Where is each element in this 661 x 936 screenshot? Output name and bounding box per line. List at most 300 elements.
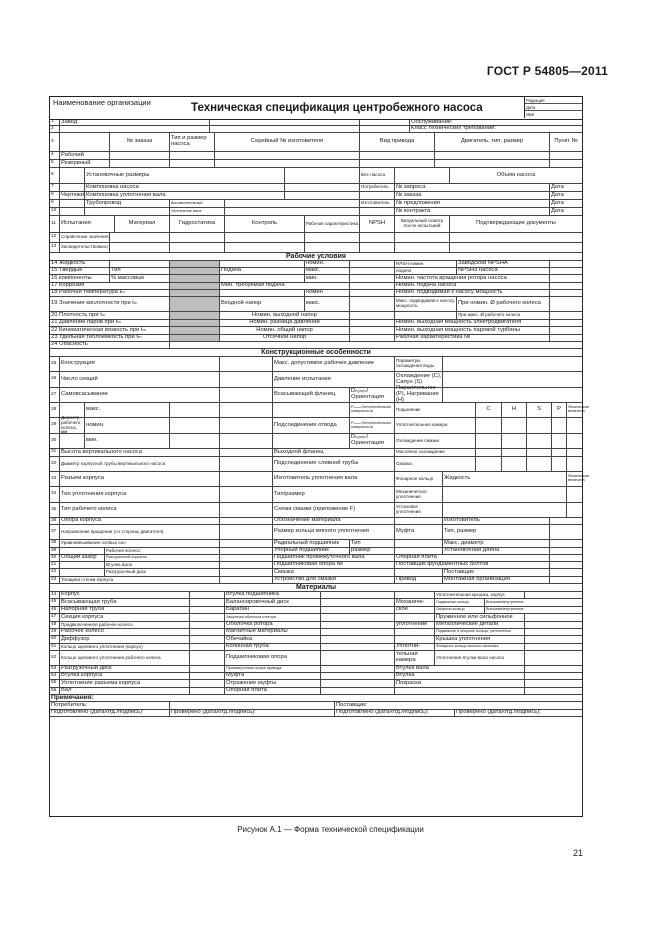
form-cell: Тип — [110, 268, 170, 274]
form-row — [50, 673, 582, 680]
form-field[interactable] — [220, 434, 273, 448]
form-cell: Втулка вала — [395, 666, 525, 672]
form-field[interactable] — [321, 607, 395, 613]
form-field[interactable] — [220, 449, 273, 456]
form-cell: Резервный — [60, 160, 110, 167]
form-cell: Дата — [551, 199, 564, 206]
form-field[interactable] — [550, 525, 582, 539]
form-field[interactable] — [170, 312, 220, 319]
form-field[interactable] — [321, 599, 395, 606]
form-field[interactable] — [550, 283, 582, 289]
form-field[interactable] — [321, 644, 395, 650]
form-field[interactable] — [350, 275, 395, 282]
form-cell: Уплотни- — [395, 644, 435, 650]
form-field[interactable] — [321, 629, 395, 635]
form-cell: Толщина стенки корпуса — [60, 577, 220, 583]
form-field[interactable] — [567, 449, 582, 456]
form-field[interactable] — [552, 449, 567, 456]
form-cell: 13 — [50, 243, 60, 252]
form-field[interactable] — [443, 388, 582, 402]
form-row — [50, 357, 582, 372]
form-field[interactable] — [502, 457, 527, 471]
form-field[interactable] — [525, 592, 582, 598]
form-field[interactable] — [502, 434, 527, 448]
form-field[interactable] — [550, 261, 582, 267]
form-cell: ское — [395, 607, 435, 613]
form-field[interactable] — [190, 651, 225, 665]
form-field[interactable] — [550, 297, 582, 311]
form-field[interactable] — [443, 487, 567, 502]
form-cell: Кольцо щелевого уплотнения (корпус) — [60, 644, 190, 650]
form-cell: Поставщик — [443, 569, 550, 576]
form-cell: 1 — [50, 120, 60, 125]
form-field[interactable] — [476, 449, 502, 456]
form-row — [50, 688, 582, 695]
form-field[interactable] — [321, 614, 395, 621]
form-field[interactable] — [190, 666, 225, 672]
form-field[interactable] — [525, 688, 582, 694]
form-cell: 17 Коррозия — [50, 283, 170, 289]
form-cell: Давление испытания — [273, 372, 395, 387]
form-field[interactable] — [85, 208, 170, 215]
form-cell: 6 — [50, 168, 60, 183]
form-row — [50, 695, 582, 702]
form-cell: № заказа — [110, 133, 170, 151]
form-cell: Уплотнение разъема корпуса — [60, 680, 190, 687]
form-row — [50, 152, 582, 160]
form-field[interactable] — [60, 200, 85, 207]
form-cell: Устройство для смазки — [273, 577, 395, 583]
form-field[interactable] — [527, 434, 552, 448]
form-field[interactable] — [321, 622, 395, 628]
form-field[interactable] — [395, 312, 457, 319]
form-field[interactable] — [550, 312, 582, 319]
form-row — [50, 449, 582, 457]
form-field[interactable] — [525, 636, 582, 643]
form-cell: H — [502, 403, 527, 417]
form-cell: Промежуточная опора привода — [225, 666, 321, 672]
form-field[interactable] — [170, 268, 220, 274]
form-field[interactable] — [220, 418, 273, 433]
form-field[interactable] — [60, 569, 105, 576]
form-field[interactable] — [350, 297, 395, 311]
form-field[interactable] — [60, 133, 110, 151]
form-field[interactable] — [476, 418, 502, 433]
form-cell: 29 — [50, 418, 60, 433]
form-field[interactable] — [321, 688, 395, 694]
form-cell: Номин. выходной напор — [220, 312, 350, 319]
form-field[interactable] — [170, 327, 220, 334]
form-cell: Число секций — [60, 372, 220, 387]
form-cell: Металлические детали — [435, 622, 525, 628]
form-field[interactable] — [190, 614, 225, 621]
form-cell: 49 — [50, 629, 60, 635]
form-field[interactable] — [443, 372, 582, 387]
form-field[interactable] — [170, 403, 220, 417]
form-field[interactable] — [525, 622, 582, 628]
form-field[interactable] — [220, 275, 305, 282]
form-cell: макс. — [305, 268, 350, 274]
form-field[interactable] — [350, 283, 395, 289]
form-field[interactable] — [110, 233, 170, 242]
form-field[interactable] — [476, 434, 502, 448]
form-cell: Пункт № — [554, 138, 578, 145]
form-field[interactable] — [350, 320, 395, 326]
form-field[interactable] — [220, 569, 273, 576]
form-row — [50, 710, 582, 717]
form-field[interactable] — [170, 243, 225, 252]
form-field[interactable] — [273, 434, 350, 448]
form-field[interactable] — [350, 327, 395, 334]
form-field[interactable] — [350, 268, 395, 274]
form-field[interactable] — [360, 152, 435, 159]
form-row — [50, 297, 582, 312]
form-field[interactable] — [305, 243, 360, 252]
form-field[interactable] — [321, 592, 395, 598]
form-field[interactable] — [360, 126, 410, 132]
form-field[interactable] — [321, 651, 395, 665]
form-cell: Поставщик фундаментных болтов — [395, 562, 550, 568]
form-field[interactable] — [170, 261, 220, 267]
form-field[interactable] — [527, 457, 552, 471]
form-field[interactable] — [550, 320, 582, 326]
form-field[interactable] — [350, 261, 395, 267]
form-field[interactable] — [525, 666, 582, 672]
form-field[interactable] — [350, 335, 395, 341]
form-cell: Конструкция — [60, 357, 220, 371]
form-cell: макс. — [305, 297, 350, 311]
form-cell: Заводской NPSHA — [457, 261, 550, 267]
form-field[interactable] — [525, 673, 582, 679]
form-field[interactable] — [350, 312, 395, 319]
form-cell: Завод — [60, 120, 210, 125]
form-cell: Компоновка уплотнения вала — [85, 192, 285, 199]
form-field[interactable] — [550, 152, 582, 159]
form-row — [50, 342, 582, 349]
form-cell: Испытания — [60, 216, 115, 232]
form-field[interactable] — [395, 233, 450, 242]
form-field[interactable] — [450, 233, 582, 242]
form-cell: 22 Кинематическая вязкость при tₘ — [50, 327, 170, 334]
form-cell: Номин. подача насоса — [395, 283, 550, 289]
form-field[interactable] — [220, 555, 273, 561]
form-field[interactable] — [220, 562, 273, 568]
form-field[interactable] — [285, 184, 360, 191]
form-field[interactable] — [220, 525, 273, 539]
form-field[interactable] — [550, 577, 582, 583]
form-field[interactable] — [190, 636, 225, 643]
form-field[interactable] — [210, 126, 360, 132]
form-cell: Выходной фланец — [273, 449, 395, 456]
form-cell: Макс. допустимое рабочее давление — [273, 357, 395, 371]
form-field[interactable] — [170, 152, 215, 159]
form-field[interactable] — [567, 457, 582, 471]
form-field[interactable] — [170, 418, 220, 433]
form-row — [50, 168, 582, 184]
form-cell: Муфта — [395, 525, 443, 539]
form-field[interactable] — [60, 126, 210, 132]
form-field[interactable] — [350, 290, 395, 296]
form-field[interactable] — [550, 290, 582, 296]
form-field[interactable] — [360, 160, 435, 167]
form-field[interactable] — [321, 673, 395, 679]
form-field[interactable] — [285, 192, 360, 199]
form-field[interactable] — [395, 592, 435, 598]
form-field[interactable] — [220, 403, 273, 417]
form-field[interactable] — [321, 666, 395, 672]
form-field[interactable] — [170, 702, 335, 709]
form-field[interactable] — [190, 599, 225, 606]
form-field[interactable] — [110, 152, 170, 159]
form-field[interactable] — [220, 388, 273, 402]
form-cell: Дата — [551, 183, 564, 190]
form-field[interactable] — [225, 243, 305, 252]
form-field[interactable] — [60, 208, 85, 215]
form-field[interactable] — [215, 152, 360, 159]
form-row — [50, 403, 589, 418]
form-field[interactable] — [552, 418, 567, 433]
form-cell: Втулка — [395, 673, 525, 679]
form-field[interactable] — [527, 418, 552, 433]
form-cell: уплотнение — [395, 622, 435, 628]
form-field[interactable] — [170, 434, 220, 448]
form-field[interactable] — [190, 680, 225, 687]
form-cell: Dₙₒₘᵢₙ/Ориентация — [350, 434, 395, 448]
form-field[interactable] — [525, 644, 582, 650]
form-cell: Опорная плита — [225, 688, 321, 694]
form-field[interactable] — [550, 268, 582, 274]
form-field[interactable] — [550, 548, 582, 554]
form-cell: 16 компоненты — [50, 275, 110, 282]
form-cell: № заказа — [395, 192, 550, 199]
form-field[interactable] — [567, 487, 582, 502]
form-row — [50, 592, 582, 599]
form-field[interactable] — [395, 636, 435, 643]
form-field[interactable] — [321, 636, 395, 643]
form-field[interactable] — [225, 233, 305, 242]
form-cell: Фонарное кольцо — [395, 472, 443, 486]
form-row — [50, 275, 582, 283]
form-field[interactable] — [225, 208, 360, 215]
form-field[interactable] — [395, 518, 443, 524]
form-row — [50, 385, 582, 403]
form-field[interactable] — [210, 120, 360, 125]
form-cell: Уравновешивание осевых сил — [60, 540, 220, 547]
form-field[interactable] — [550, 327, 582, 334]
form-field[interactable] — [215, 160, 360, 167]
form-field[interactable] — [395, 614, 435, 621]
form-field[interactable] — [110, 243, 170, 252]
form-cell: Установка уплотнения — [395, 503, 443, 517]
form-field[interactable] — [170, 342, 582, 348]
form-field[interactable] — [567, 503, 582, 517]
form-field[interactable] — [220, 540, 273, 547]
form-field[interactable] — [220, 518, 273, 524]
form-field[interactable] — [60, 562, 105, 568]
form-row — [50, 487, 582, 503]
form-field[interactable] — [550, 555, 582, 561]
form-field[interactable] — [567, 434, 582, 448]
form-field[interactable] — [220, 372, 273, 387]
form-field[interactable] — [525, 680, 582, 687]
form-field[interactable] — [220, 577, 273, 583]
form-cell: Входной напор — [220, 297, 305, 311]
form-field[interactable] — [360, 120, 410, 125]
form-field[interactable] — [395, 243, 450, 252]
form-field[interactable] — [220, 290, 305, 296]
form-cell: Установочные размеры — [85, 168, 285, 183]
form-field[interactable] — [552, 434, 567, 448]
form-field[interactable] — [225, 200, 360, 207]
form-field[interactable] — [525, 629, 582, 635]
form-field[interactable] — [170, 290, 220, 296]
form-field[interactable] — [60, 168, 85, 183]
edition-name-label: Имя — [526, 112, 535, 117]
form-field[interactable] — [395, 569, 443, 576]
form-field[interactable] — [190, 592, 225, 598]
form-row — [50, 644, 582, 651]
form-field[interactable] — [550, 160, 582, 167]
form-cell: Объем насоса — [496, 171, 536, 178]
form-field[interactable] — [170, 297, 220, 311]
form-cell: Номин. подводимая к насосу мощность — [395, 290, 550, 296]
form-cell: 55 — [50, 680, 60, 687]
form-cell: Тип и размер насоса — [170, 133, 215, 151]
form-field[interactable] — [220, 457, 273, 471]
form-field[interactable] — [550, 518, 582, 524]
form-cell: Изготовитель — [360, 200, 395, 207]
form-field[interactable] — [395, 688, 525, 694]
form-field[interactable] — [170, 275, 220, 282]
form-cell: 21 Давление паров при tₘ — [50, 320, 170, 326]
form-cell: 24 Опасность — [50, 342, 170, 348]
form-cell: Колонная труба — [225, 644, 321, 650]
form-field[interactable] — [502, 449, 527, 456]
form-cell: Механическое уплотнение — [395, 487, 443, 502]
form-field[interactable] — [110, 160, 170, 167]
form-field[interactable] — [60, 184, 85, 191]
form-field[interactable] — [395, 168, 450, 183]
form-cell: Балансировочный диск — [225, 599, 321, 606]
form-field[interactable] — [305, 233, 360, 242]
form-row — [50, 629, 582, 636]
form-cell: Параметры охлаждения воды — [395, 357, 443, 371]
form-field[interactable] — [550, 540, 582, 547]
form-cell: 45 — [50, 599, 60, 606]
form-field[interactable] — [360, 243, 395, 252]
form-cell: Оболочка ротора — [225, 622, 321, 628]
form-field[interactable] — [550, 562, 582, 568]
form-cell: Подвижное и опорное кольцо, уплотнения — [435, 629, 525, 635]
form-field[interactable] — [395, 629, 435, 635]
form-field[interactable] — [220, 548, 273, 554]
form-cell: Тип уплотнения корпуса — [60, 487, 220, 502]
form-field[interactable] — [552, 457, 567, 471]
form-cell: Опора корпуса — [60, 518, 220, 524]
form-row — [50, 200, 582, 208]
form-row — [50, 666, 582, 673]
form-field[interactable] — [360, 208, 395, 215]
form-cell: Напорная труба — [60, 607, 190, 613]
form-field[interactable] — [273, 403, 350, 417]
form-field[interactable] — [321, 680, 395, 687]
form-field[interactable] — [525, 614, 582, 621]
form-field[interactable] — [567, 418, 582, 433]
form-field[interactable] — [170, 160, 215, 167]
form-field[interactable] — [190, 688, 225, 694]
form-field[interactable] — [285, 168, 360, 183]
form-field[interactable] — [220, 357, 273, 371]
form-cell: Подача — [220, 268, 305, 274]
form-cell: 30 — [50, 434, 60, 448]
form-field[interactable] — [190, 629, 225, 635]
form-row — [50, 518, 582, 525]
form-cell: Диаметр рабочего колеса, мм — [60, 418, 85, 433]
form-field[interactable] — [476, 457, 502, 471]
form-cell: Вал — [60, 688, 190, 694]
form-field[interactable] — [450, 243, 582, 252]
form-field[interactable] — [360, 192, 395, 199]
form-cell: Диффузор — [60, 636, 190, 643]
form-field[interactable] — [435, 152, 550, 159]
form-cell: 37 — [50, 525, 60, 539]
form-field[interactable] — [550, 335, 582, 341]
form-field[interactable] — [170, 283, 220, 289]
form-field[interactable] — [220, 472, 273, 486]
form-field[interactable] — [525, 651, 582, 665]
form-field[interactable] — [395, 540, 443, 547]
form-field[interactable] — [220, 487, 273, 502]
form-field[interactable] — [550, 275, 582, 282]
form-field[interactable] — [170, 233, 225, 242]
form-cell: мин. — [85, 434, 170, 448]
form-cell: 25 — [50, 357, 60, 371]
form-cell: Секция корпуса — [60, 614, 190, 621]
form-field[interactable] — [190, 644, 225, 650]
form-field[interactable] — [60, 434, 85, 448]
form-cell: S — [527, 403, 552, 417]
form-field[interactable] — [550, 569, 582, 576]
form-field[interactable] — [360, 233, 395, 242]
form-cell: Материал — [115, 216, 170, 232]
form-row — [50, 126, 582, 133]
form-row — [50, 680, 582, 688]
form-field[interactable] — [190, 673, 225, 679]
form-cell: Рабочее колесо — [105, 548, 220, 554]
form-cell: 4 — [50, 152, 60, 159]
form-field[interactable] — [190, 622, 225, 628]
form-cell: 10 — [50, 208, 60, 215]
form-cell: P — [552, 403, 567, 417]
form-cell: Гидростатика — [170, 216, 225, 232]
form-field[interactable] — [527, 449, 552, 456]
form-field[interactable] — [170, 320, 220, 326]
form-field[interactable] — [220, 503, 273, 517]
form-field[interactable] — [435, 160, 550, 167]
form-field[interactable] — [443, 357, 582, 371]
form-field[interactable] — [443, 503, 567, 517]
form-cell: Самовсасывание — [60, 388, 220, 402]
form-cell: 32 — [50, 457, 60, 471]
form-field[interactable] — [170, 335, 220, 341]
form-field[interactable] — [502, 418, 527, 433]
form-cell: 52 — [50, 651, 60, 665]
form-cell: Двигатель, тип, размер — [435, 133, 550, 151]
form-cell: Предвключенное рабочее колесо — [60, 622, 190, 628]
form-field[interactable] — [190, 607, 225, 613]
form-cell: Рабочая характеристика № — [395, 335, 550, 341]
form-cell: Высота вертикального насоса — [60, 449, 220, 456]
